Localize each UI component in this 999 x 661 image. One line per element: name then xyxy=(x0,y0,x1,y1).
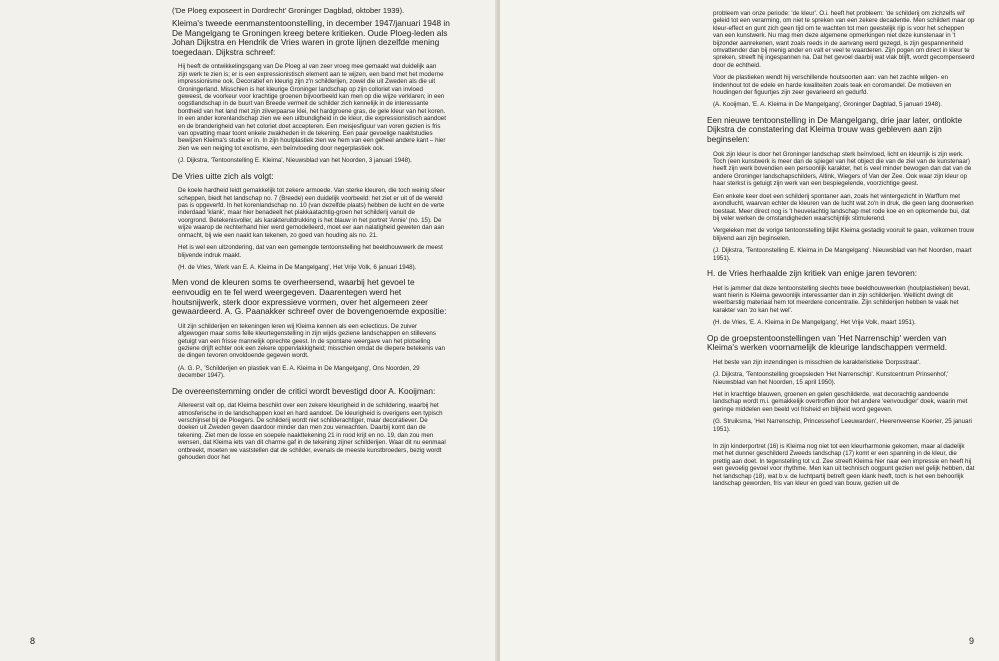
quote-paragraph: (A. G. P., 'Schilderijen en plastiek van E. A. Kleima in De Mangelgang', Ons Noorden, 29 december 1947). xyxy=(178,364,420,380)
quote-block xyxy=(707,282,979,330)
quote-paragraph: (J. Dijkstra, 'Tentoonstelling E. Kleima', Nieuwsblad van het Noorden, 3 januari 1948). xyxy=(178,157,412,165)
body-paragraph: H. de Vries herhaalde zijn kritiek van enige jaren tevoren: xyxy=(707,267,917,278)
quote-paragraph: Vergeleken met de vorige tentoonstelling blijkt Kleima gestadig vooruit te gaan, volkomen trouw blijvend aan zijn beginselen. xyxy=(713,227,975,242)
quote-block xyxy=(172,320,450,383)
quote-paragraph: Ook zijn kleur is door het Groninger landschap sterk beïnvloed, licht en kleurrijk is zijn werk. Toch (een kunstwerk is meer dan de spiegel van het object die van de ziel van de kunstenaar) heeft zijn werk bovendien een persoonlijk karakter, het is veel minder bewogen dan dat van de andere Groninger landschapschilders, Altink, Wiegers of Van der Zee. Ook waar zijn kleur op haar sterkst is getuigt zijn werk van een bespiegelende, voorzichtige geest. xyxy=(713,150,972,188)
quote-paragraph: Het in krachtige blauwen, groenen en gelen geschilderde, wat decorachtig aandoende landschap wordt m.i. gemakkelijk overtroffen door het andere 'eenvoudiger' doek, waarin met geringe middelen een beeld vol frisheid en blijheid word gegeven. xyxy=(713,390,968,413)
body-paragraph: De Vries uitte zich als volgt: xyxy=(172,170,274,181)
body-paragraph: Een nieuwe tentoonstelling in De Mangelgang, drie jaar later, ontlokte Dijkstra de constatering dat Kleima trouw was gebleven aan zijn beginselen: xyxy=(707,114,963,145)
body-paragraph: Op de groepstentoonstellingen van 'Het Narrenschip' werden van Kleima's werken voornamelijk de kleurige landschappen vermeld. xyxy=(707,332,948,353)
quote-paragraph: probleem van onze periode: 'de kleur'. O.i. heeft het probleem: 'de schilderij om zichzelfs wil' geleid tot een verarming, om niet te spreken van een zekere decadentie. Men schildert maar op kleur-effect en gunt zich geen tijd om te wachten tot men geestelijk rijp is voor het scheppen van een kunstwerk. Nu mag men deze algemene opmerkingen niet deze kunstenaar in 't bijzonder aanrekenen, want zoals reeds in de aanvang werd gezegd, is zijn gespannenheid omvattender dan bij menig ander en valt er veel te waarderen. Zijn pogen om direct in kleur te spreken, streeft hij ingespannen na. Dat het gevoel daarbij wat vlak blijft, wordt gecompenseerd door de echtheid. xyxy=(713,10,975,69)
quote-paragraph: Uit zijn schilderijen en tekeningen leren wij Kleima kennen als een eclecticus. De zuiver afgewogen maar soms felle kleurtegenstelling in zijn wijds geziene landschappen en stillevens getuigt van een frisse mannelijk oprechte geest. In de spontane weergave van het plotseling geziene drijft echter ook een zekere oppervlakkigheid; misschien omdat de diepere betekenis van de dingen tevoren onvoldoende gegeven wordt. xyxy=(178,322,445,360)
body-paragraph: De overeenstemming onder de critici wordt bevestigd door A. Kooijman: xyxy=(172,385,436,396)
quote-paragraph: De koele hardheid leidt gemakkelijk tot zekere armoede. Van sterke kleuren, die toch weinig sfeer scheppen, biedt het landschap no. 7 (Breede) een duidelijk voorbeeld: het ziet er uit of de wereld pas is opgeverfd. In het korenlandschap no. 10 (van dezelfde plaats) hebben de lucht en de verte inderdaad 'klank', maar hier benadeelt het plakkaatachtig-groen het schilderij vanuit de voorgrond. Betekenisvoller, als karakteruitdrukking is het blauw in het portret 'Annie' (no. 15). De wijze waarop de rechterhand hier werd gemodelleerd, moet eer aan nalatigheid geweten dan aan onmacht, bij wie een naakt kan tekenen, zo goed van houding als no. 21. xyxy=(178,187,445,239)
quote-block xyxy=(707,148,979,265)
quote-block xyxy=(172,184,450,274)
quote-paragraph: (H. de Vries, 'Werk van E. A. Kleima in De Mangelgang', Het Vrije Volk, 6 januari 1948). xyxy=(178,263,417,271)
body-paragraph: ('De Ploeg exposeert in Dordrecht' Groninger Dagblad, oktober 1939). xyxy=(172,6,405,15)
quote-paragraph: (J. Dijkstra, 'Tentoonstelling E. Kleima in De Mangelgang'. Nieuwsblad van het Noorden, maart 1951). xyxy=(713,247,972,262)
left-page-column xyxy=(172,6,450,468)
quote-block xyxy=(707,440,979,490)
quote-paragraph: (A. Kooijman, 'E. A. Kleima in De Mangelgang', Groninger Dagblad, 5 januari 1948). xyxy=(713,101,943,109)
quote-paragraph: (J. Dijkstra, 'Tentoonstelling groepsleden 'Het Narrenschip'. Kunstcentrum Prinsenhof,' Nieuwsblad van het Noorden, 15 april 1950). xyxy=(713,371,949,386)
right-page xyxy=(500,0,999,661)
quote-block xyxy=(172,399,450,464)
quote-block xyxy=(172,60,450,167)
body-paragraph: Men vond de kleuren soms te overheersend, waarbij het gevoel te eenvoudig en te fel werd weergegeven. Daarentegen werd het houtsnijwerk, sterk door expressieve vormen, over het algemeen zeer gewaardeerd. A. G. Paanakker schreef over de bovengenoemde expositie: xyxy=(172,277,447,317)
quote-paragraph: Het is wel een uitzondering, dat van een gemengde tentoonstelling het beeldhouwwerk de meest blijvende indruk maakt. xyxy=(178,244,443,259)
right-page-column xyxy=(707,6,979,494)
left-page xyxy=(0,0,497,661)
page-number-left: 8 xyxy=(30,636,36,646)
quote-paragraph: Het is jammer dat deze tentoonstelling slechts twee beeldhouwwerken (houtplastieken) bevat, want hierin is Kleima gewoonlijk interessanter dan in zijn schilderijen. Wellicht dwingt dit weerbarstig materiaal hem tot meerdere concentratie. Zijn schilderijen hebben te vaak het karakter van 'zo kan het wel'. xyxy=(713,284,970,314)
quote-paragraph: Een enkele keer doet een schilderij spontaner aan, zoals het wintergezicht in Warffum met avondlucht, waarvan echter de kleuren van de lucht wat zo'n in druk, die geen lang doorwerken toestaat. Meer direct nog is 't heuvelachtig landschap met rode koe en en opkomende bui, dat bij veler werken de omstandigheden waarschijnlijk stimulerend. xyxy=(713,192,974,222)
quote-paragraph: Hij heeft de ontwikkelingsgang van De Ploeg al van zeer vroeg mee gemaakt wat duidelijk aan zijn werk te zien is; er is een expressionistisch element aan te wijzen, een band met het moderne impressionisme ook. Decoratief en kleurig zijn z'n schilderijen, zowel die uit Zweden als die uit Groningerland. Misschien is het kleurige Groninger landschap op zijn colloriet van invloed geweest, de voorkeur voor krachtige groenen bijvoorbeeld kan men op die wijze verklaren; in een oogstlandschap in de buurt van Breede vermeit de schilder zich kennelijk in de interessante bontheid van het land met zijn zilverpaarse klei, het hardgroene gras, de gele kleur van het koren. In een ander korenlandschap zien we een uitbundigheid in de kleur, die expressionistisch aandoet en de branderigheid van het coloriet doet accepteren. Een meisjesfiguur van voren gezien is fris van opvatting maar toont enkele zwakheden in de tekening. Een paar gevoelige naaktstudies bewijzen Kleima's studie er in. In zijn houtplastiek zien we hem van een geheel andere kant – hier zien we een neiging tot exotisme, een beïnvloeding door negerplastiek ook. xyxy=(178,63,446,152)
quote-paragraph: Voor de plastieken wendt hij verschillende houtsoorten aan: van het zachte wilgen- en lindenhout tot de edele en harde kwaliteiten zoals teak en coromandel. De motieven en houdingen der figuurtjes zijn zeer gevarieerd en gedurfd. xyxy=(713,74,952,97)
quote-paragraph: (G. Struiksma, 'Het Narrenschip, Princessehof Leeuwarden', Heerenveense Koerier, 25 januari 1951). xyxy=(713,418,972,433)
quote-paragraph: Het beste van zijn inzendingen is misschien de karakteristieke 'Dorpsstraat'. xyxy=(713,358,921,366)
page-number-right: 9 xyxy=(969,636,975,646)
quote-paragraph: In zijn kinderportret (16) is Kleima nog niet tot een kleurharmonie gekomen, maar al dadelijk met het dunner geschilderd Zweeds landschap (17) komt er een spanning in de kleur, die prettig aan doet. In tegenstelling tot v.d. Zee streeft Kleima hier naar een impressie en heeft hij een gevoelig gevoel voor rhythme. Men kan uit technisch oogpunt gezien wel gelijk hebben, dat het landschap (18), wat b.v. de luchtpartij betreft geen klank heeft, toch is het een behoorlijk landschap geworden, fris van kleur en goed van bouw, gezien uit de xyxy=(713,443,975,488)
body-paragraph: Kleima's tweede eenmanstentoonstelling, in december 1947/januari 1948 in De Mangelgang te Groningen kreeg betere kritieken. Oude Ploeg-leden als Johan Dijkstra en Hendrik de Vries waren in grote lijnen dezelfde mening toegedaan. Dijkstra schreef: xyxy=(172,18,450,57)
quote-block xyxy=(707,7,979,112)
quote-paragraph: Allereerst valt op, dat Kleima beschikt over een zekere kleurigheid in de schildering, waarbij het atmosferische in de landschappen koel en hard aandoet. De kleurigheid is overigens een typisch verschijnsel bij de Ploegers. De schilderij wordt niet schilderachtiger, maar decoratiever. De doeken uit Zweden geven daardoor minder dan men zou verwachten. Daarbij komt dan de tekening. Ziet men de losse en soepele naakttekening 21 in rood krijt en no. 19, dan zou men wensen, dat Kleima iets van dit charme gaf in de tekening zijner schilderijen. Waar dit nu eenmaal ontbreekt, moeten we vaststellen dat de schilder, evenals de meeste kunstbroeders, bezig wordt gehouden door het xyxy=(178,402,446,461)
quote-paragraph: (H. de Vries, 'E. A. Kleima in De Mangelgang', Het Vrije Volk, maart 1951). xyxy=(713,319,916,327)
quote-block xyxy=(707,356,979,436)
